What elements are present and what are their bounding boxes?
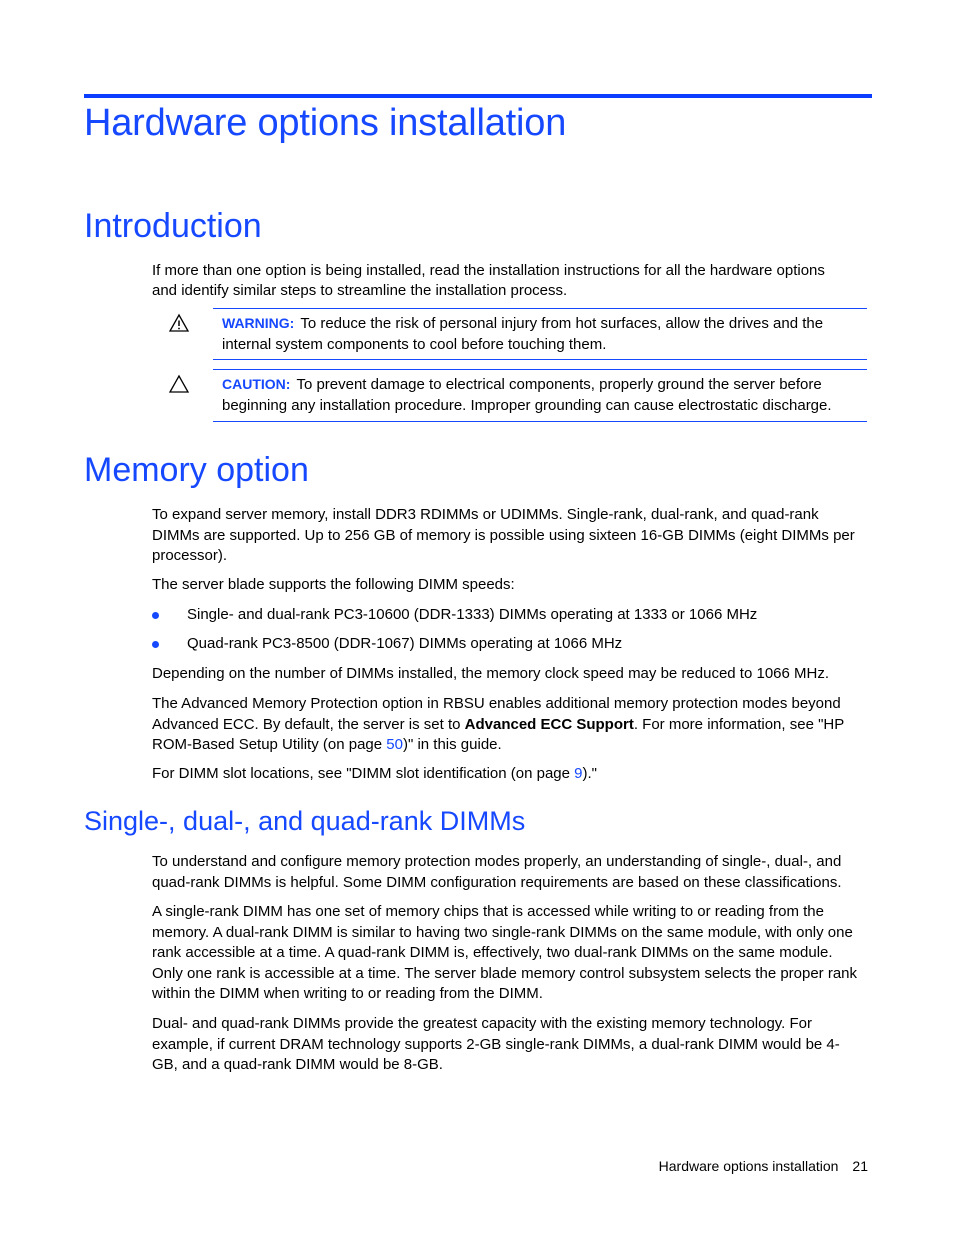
section-title-introduction: Introduction bbox=[84, 207, 262, 245]
page-50-link[interactable]: 50 bbox=[386, 736, 403, 753]
list-item-text: Quad-rank PC3-8500 (DDR-1067) DIMMs operating at 1066 MHz bbox=[187, 635, 623, 652]
memory-paragraph-5-text: For DIMM slot locations, see "DIMM slot identification (on page bbox=[152, 765, 575, 782]
warning-label: WARNING: bbox=[222, 315, 295, 331]
memory-paragraph-4-text: )" in this guide. bbox=[402, 736, 502, 753]
caution-text: To prevent damage to electrical components, properly ground the server before beginning any installation procedure. Improper grounding can cause electrostatic discharge. bbox=[222, 376, 832, 414]
caution-notice bbox=[213, 369, 867, 422]
memory-paragraph-3: Depending on the number of DIMMs installed, the memory clock speed may be reduced to 1066 MHz. bbox=[152, 665, 830, 682]
memory-paragraph-4 bbox=[152, 694, 862, 756]
warning-notice-text bbox=[213, 309, 867, 355]
dimms-paragraph-3: Dual- and quad-rank DIMMs provide the greatest capacity with the existing memory technology. For example, if current DRAM technology supports 2-GB single-rank DIMMs, a dual-rank DIMM would be 4-GB, and a quad-rank DIMM would be 8-GB. bbox=[152, 1015, 840, 1073]
chapter-title: Hardware options installation bbox=[84, 102, 567, 144]
intro-paragraph-line2: and identify similar steps to streamline the installation process. bbox=[152, 282, 568, 299]
caution-triangle-icon bbox=[168, 374, 190, 394]
bullet-icon bbox=[152, 612, 159, 619]
page-9-link[interactable]: 9 bbox=[574, 765, 583, 782]
warning-triangle-icon bbox=[168, 313, 190, 333]
caution-label: CAUTION: bbox=[222, 376, 291, 392]
memory-paragraph-5 bbox=[152, 764, 862, 785]
footer-section-title: Hardware options installation bbox=[658, 1158, 839, 1174]
section-title-memory-option: Memory option bbox=[84, 451, 309, 489]
chapter-top-rule bbox=[84, 94, 872, 98]
warning-notice bbox=[213, 308, 867, 360]
memory-paragraph-2: The server blade supports the following DIMM speeds: bbox=[152, 576, 515, 593]
warning-text: To reduce the risk of personal injury from hot surfaces, allow the drives and the internal system components to cool before touching them. bbox=[222, 315, 824, 353]
intro-paragraph-line1: If more than one option is being installed, read the installation instructions for all the hardware options bbox=[152, 262, 825, 279]
dimms-paragraph-2: A single-rank DIMM has one set of memory chips that is accessed while writing to or reading from the memory. A dual-rank DIMM is similar to having two single-rank DIMMs on the same module, with only one rank accessible at a time. A quad-rank DIMM is, effectively, two dual-rank DIMMs on the same module. Only one rank is accessible at a time. The server blade memory control subsystem selects the proper rank within the DIMM when writing to or reading from the DIMM. bbox=[152, 903, 858, 1002]
subsection-title-dimms: Single-, dual-, and quad-rank DIMMs bbox=[84, 806, 526, 836]
memory-paragraph-4-text: . For more information, see "HP ROM-Based Setup Utility (on page bbox=[152, 715, 844, 753]
memory-paragraph-5-text: )." bbox=[582, 765, 597, 782]
dimms-paragraph-1: To understand and configure memory protection modes properly, an understanding of single-, dual-, and quad-rank DIMMs is helpful. Some DIMM configuration requirements are based on these classifications. bbox=[152, 853, 842, 891]
page-number: 21 bbox=[852, 1158, 868, 1174]
memory-paragraph-4-text: The Advanced Memory Protection option in RBSU enables additional memory protection modes beyond Advanced ECC. By default, the server is set to bbox=[152, 695, 841, 733]
memory-paragraph-1: To expand server memory, install DDR3 RDIMMs or UDIMMs. Single-rank, dual-rank, and quad-rank DIMMs are supported. Up to 256 GB of memory is possible using sixteen 16-GB DIMMs (eight DIMMs per processor). bbox=[152, 506, 855, 564]
bullet-icon bbox=[152, 641, 159, 648]
list-item-text: Single- and dual-rank PC3-10600 (DDR-1333) DIMMs operating at 1333 or 1066 MHz bbox=[187, 606, 758, 623]
advanced-ecc-support-term: Advanced ECC Support bbox=[464, 715, 634, 733]
page-footer bbox=[659, 1158, 868, 1174]
caution-notice-text bbox=[213, 370, 867, 416]
